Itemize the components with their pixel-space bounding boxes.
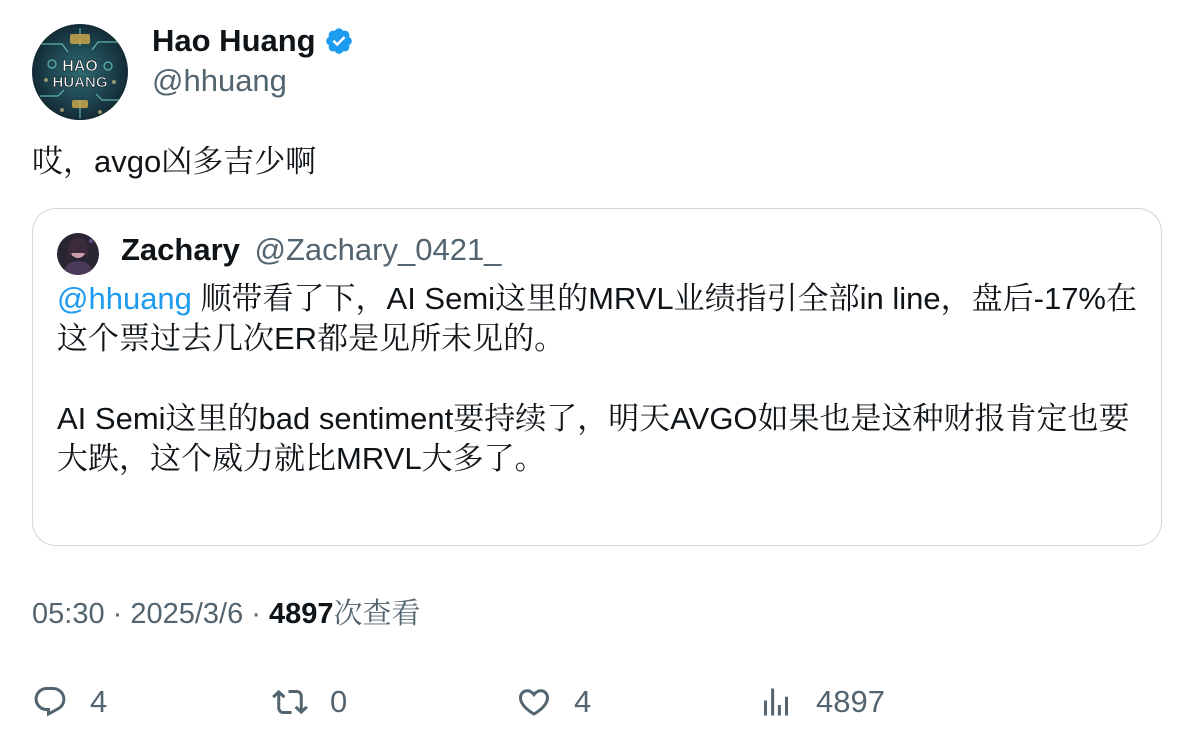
reply-button[interactable] [32, 680, 107, 724]
quote-author-handle[interactable]: @Zachary_0421_ [254, 232, 502, 267]
verified-badge-icon[interactable] [324, 26, 354, 56]
like-button[interactable] [516, 680, 591, 724]
author-handle[interactable]: @hhuang [152, 63, 287, 98]
reply-count: 4 [90, 684, 108, 719]
retweet-button[interactable] [272, 680, 347, 724]
author-name-row[interactable] [152, 22, 354, 60]
retweet-count: 0 [330, 684, 348, 719]
quote-paragraph-1-text: 顺带看了下，AI Semi这里的MRVL业绩指引全部in line，盘后-17%在这个票过去几次ER都是见所未见的。 [57, 281, 1137, 356]
quote-author-avatar[interactable] [57, 233, 99, 275]
analytics-icon [758, 684, 794, 720]
author-name[interactable]: Hao Huang [152, 23, 316, 58]
avatar-text-hao: HAO [62, 58, 98, 75]
reply-icon [32, 684, 68, 720]
tweet-views-label: 次查看 [333, 598, 421, 630]
views-action-count: 4897 [816, 684, 885, 719]
quoted-tweet-card[interactable] [32, 208, 1162, 546]
meta-separator-2: · [243, 598, 270, 630]
like-count: 4 [574, 684, 592, 719]
quote-mention-link[interactable]: @hhuang [57, 281, 192, 316]
views-button[interactable] [758, 680, 885, 724]
retweet-icon [272, 684, 308, 720]
quote-body [57, 279, 1147, 479]
quote-avatar-image [57, 233, 99, 275]
tweet-time[interactable]: 05:30 [32, 598, 105, 630]
tweet-date[interactable]: 2025/3/6 [130, 598, 244, 630]
author-avatar[interactable] [32, 24, 128, 120]
quote-paragraph-2: AI Semi这里的bad sentiment要持续了，明天AVGO如果也是这种财报肯定也要大跌，这个威力就比MRVL大多了。 [57, 401, 1130, 476]
tweet-text: 哎，avgo凶多吉少啊 [32, 144, 317, 179]
heart-icon [516, 684, 552, 720]
action-bar [32, 680, 1162, 724]
quote-paragraph-1 [57, 279, 1147, 359]
meta-separator-1: · [104, 598, 131, 630]
tweet-meta [32, 595, 421, 633]
tweet-views-count: 4897 [269, 598, 334, 630]
quote-author-name[interactable]: Zachary [121, 232, 240, 267]
avatar-text-huang: HUANG [52, 74, 108, 91]
quote-header[interactable] [121, 231, 501, 269]
avatar-image [32, 24, 128, 120]
